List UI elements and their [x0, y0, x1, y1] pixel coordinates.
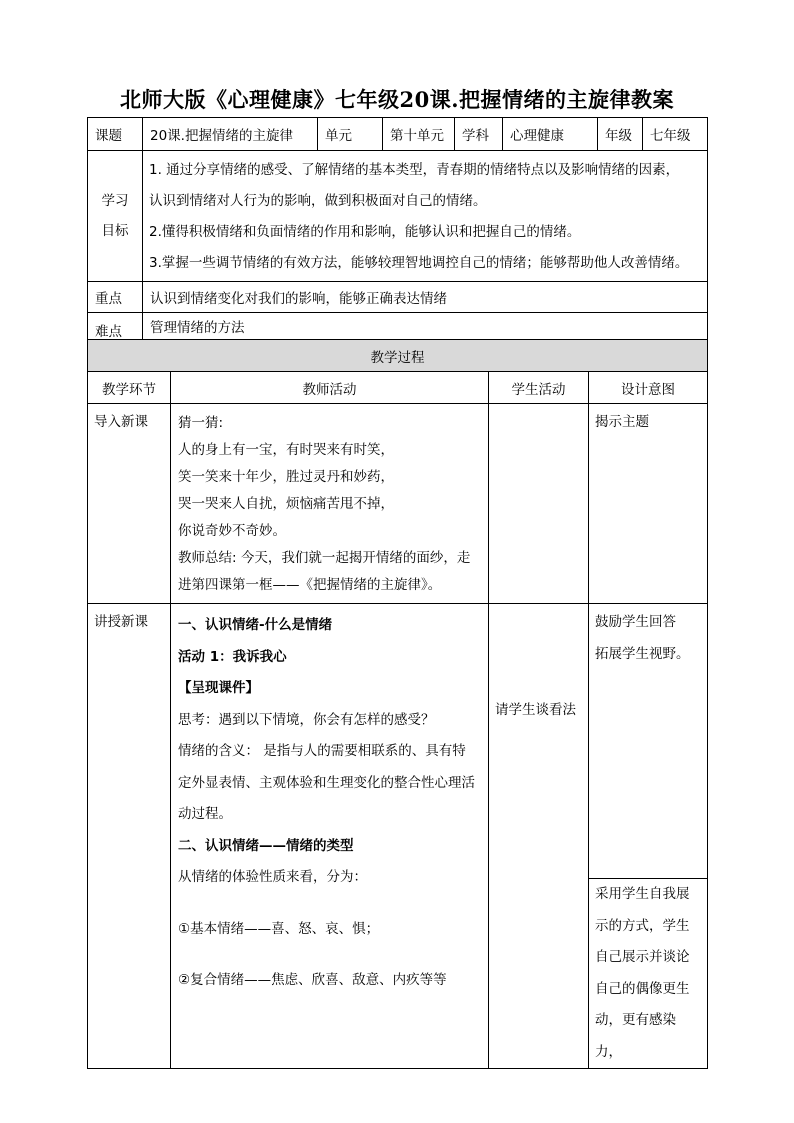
difficulty-value: 管理情绪的方法	[143, 313, 708, 348]
intent-block-a	[589, 604, 707, 670]
lecture-stage: 讲授新课	[88, 604, 171, 1069]
column-header: 设计意图	[589, 372, 708, 404]
teacher-line: 人的身上有一宝，有时哭来有时笑，	[178, 442, 394, 458]
teacher-line: 你说奇妙不奇妙。	[178, 523, 286, 539]
unit-label: 单元	[318, 118, 383, 151]
intent-line: 拓展学生视野。	[595, 645, 690, 662]
unit-value: 第十单元	[383, 118, 455, 151]
intro-intent: 揭示主题	[589, 404, 708, 604]
subject-value: 心理健康	[503, 118, 598, 151]
intent-line: 鼓励学生回答	[595, 614, 676, 630]
lesson-value: 20课.把握情绪的主旋律	[143, 118, 318, 151]
classify-line: 从情绪的体验性质来看，分为：	[178, 869, 367, 885]
goal-line: 1. 通过分享情绪的感受、了解情绪的基本类型，青春期的情绪特点以及影响情绪的因素，	[149, 162, 680, 178]
key-point-row	[88, 282, 708, 313]
think-question: 思考：遇到以下情境，你会有怎样的感受？	[178, 711, 435, 728]
key-point-label: 重点	[88, 282, 143, 313]
lesson-info-table	[87, 117, 708, 348]
goals-label	[88, 151, 143, 282]
goal-line: 认识到情绪对人行为的影响，做到积极面对自己的情绪。	[149, 193, 487, 209]
process-header-row	[88, 340, 708, 372]
column-header: 教师活动	[171, 372, 489, 404]
spacer	[495, 604, 582, 698]
grade-label: 年级	[598, 118, 643, 151]
lecture-student-activity	[489, 604, 589, 1069]
process-header: 教学过程	[88, 340, 708, 372]
complex-emotions: ②复合情绪——焦虑、欣喜、敌意、内疚等等	[178, 972, 447, 988]
intent-line: 动，更有感染力，	[595, 1012, 676, 1060]
intent-line: 采用学生自我展	[595, 886, 690, 902]
intro-teacher-activity	[171, 404, 489, 604]
key-point-value: 认识到情绪变化对我们的影响，能够正确表达情绪	[143, 282, 708, 313]
spacer	[178, 945, 483, 965]
present-courseware: 【呈现课件】	[178, 680, 259, 696]
goals-content	[143, 151, 708, 282]
goals-label-line1: 学习	[101, 193, 129, 209]
intent-line: 示的方式，学生	[595, 917, 690, 934]
intro-stage: 导入新课	[88, 404, 171, 604]
subject-label: 学科	[455, 118, 503, 151]
meaning-line: 情绪的含义： 是指与人的需要相联系的、具有特	[178, 743, 466, 759]
column-header: 学生活动	[489, 372, 589, 404]
intro-row	[88, 404, 708, 604]
meaning-line: 定外显表情、主观体验和生理变化的整合性心理活	[178, 774, 475, 791]
teacher-line: 猜一猜:	[178, 415, 224, 431]
student-activity-text: 请学生谈看法	[495, 702, 576, 718]
intent-line: 自己展示并谈论	[595, 949, 690, 965]
goal-line: 2.懂得积极情绪和负面情绪的作用和影响，能够认识和把握自己的情绪。	[149, 224, 581, 240]
goals-row	[88, 151, 708, 282]
teacher-line: 进第四课第一框——《把握情绪的主旋律》。	[178, 577, 442, 593]
intent-block-b	[589, 878, 707, 1068]
page-title: 北师大版《心理健康》七年级20课.把握情绪的主旋律教案	[119, 87, 675, 112]
lesson-label: 课题	[88, 118, 143, 151]
spacer	[589, 670, 707, 878]
intent-line: 自己的偶像更生	[595, 980, 690, 997]
teacher-line: 哭一哭来人自扰，烦恼痛苦甩不掉，	[178, 496, 394, 512]
goals-label-line2: 目标	[101, 223, 129, 239]
lecture-teacher-activity	[171, 604, 489, 1069]
lecture-row	[88, 604, 708, 1069]
teacher-line: 教师总结: 今天，我们就一起揭开情绪的面纱，走	[178, 550, 471, 566]
section-heading: 一、认识情绪-什么是情绪	[178, 617, 333, 633]
difficulty-label: 难点	[88, 313, 143, 348]
lesson-header-row	[88, 118, 708, 151]
basic-emotions: ①基本情绪——喜、怒、哀、惧；	[178, 920, 380, 937]
grade-value: 七年级	[643, 118, 708, 151]
meaning-line: 动过程。	[178, 806, 232, 822]
intro-student-activity	[489, 404, 589, 604]
column-header-row	[88, 372, 708, 404]
lecture-intent	[589, 604, 708, 1069]
teacher-line: 笑一笑来十年少，胜过灵丹和妙药，	[178, 469, 394, 485]
section-heading: 二、认识情绪——情绪的类型	[178, 837, 354, 854]
activity-heading: 活动 1：我诉我心	[178, 648, 287, 665]
column-header: 教学环节	[88, 372, 171, 404]
spacer	[178, 894, 483, 914]
teaching-process-table	[87, 339, 708, 1069]
goal-line: 3.掌握一些调节情绪的有效方法，能够较理智地调控自己的情绪；能够帮助他人改善情绪。	[149, 255, 689, 271]
